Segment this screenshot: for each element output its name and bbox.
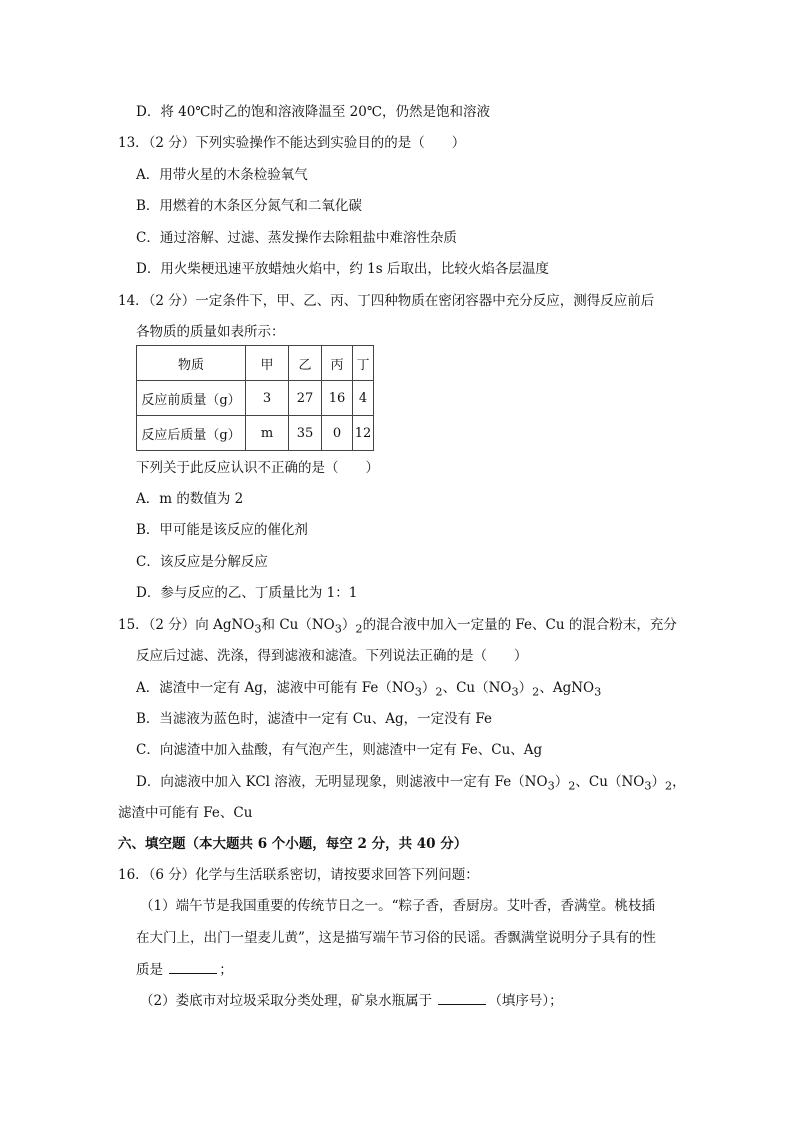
subscript: 3 [547,779,555,793]
q15-stem [118,616,677,639]
table-cell: 16 [322,381,353,416]
q14-option-a: A．m 的数值为 2 [136,491,244,507]
q16-part2 [140,991,563,1010]
q15-option-d-part: ， [672,774,686,790]
q14-question: 下列关于此反应认识不正确的是（ ） [136,460,379,476]
subscript: 3 [414,685,422,699]
q14-stem: 14．（2 分）一定条件下，甲、乙、丙、丁四种物质在密闭容器中充分反应，测得反应前后 [118,293,655,309]
answer-blank[interactable] [169,960,217,974]
subscript: 3 [254,622,262,636]
q16-part1-text: 质是 [136,962,168,978]
q16-part1-text: ； [219,962,233,978]
q16-part1-line3 [136,960,233,979]
subscript: 3 [334,622,342,636]
subscript: 3 [644,779,652,793]
q16-part2-text: （填序号）； [488,993,563,1009]
table-cell: 12 [353,416,374,451]
table-header-cell: 甲 [246,346,289,381]
q15-stem-part: 和 Cu（NO [261,617,335,633]
table-header-row [137,346,374,381]
q15-option-d-cont: 滤渣中可能有 Fe、Cu [118,805,253,821]
table-header-cell: 物质 [137,346,246,381]
q15-stem-part: 的混合液中加入一定量的 Fe、Cu 的混合粉末，充分 [362,617,677,633]
table-cell: 27 [289,381,322,416]
q16-stem: 16．（6 分）化学与生活联系密切，请按要求回答下列问题： [118,867,479,883]
table-cell: 35 [289,416,322,451]
q15-stem-part: ） [341,617,356,633]
q15-stem-part: 15．（2 分）向 AgNO [118,617,255,633]
q12-option-d: D．将 40℃时乙的饱和溶液降温至 20℃，仍然是饱和溶液 [136,104,490,120]
q15-stem-cont: 反应后过滤、洗涤，得到滤液和滤渣。下列说法正确的是（ ） [136,648,528,664]
q14-option-c: C．该反应是分解反应 [136,554,268,570]
q15-option-a-part: ） [421,680,436,696]
table-cell: 反应前质量（g） [137,381,246,416]
q15-option-d-part: ） [554,774,569,790]
q15-option-a [136,679,601,702]
q16-part1-line2: 在大门上，出门一望麦儿黄”，这是描写端午节习俗的民谣。香飘满堂说明分子具有的性 [136,930,656,946]
q15-option-a-part: A．滤渣中一定有 Ag，滤液中可能有 Fe（NO [136,680,415,696]
table-cell: 反应后质量（g） [137,416,246,451]
table-header-cell: 乙 [289,346,322,381]
table-cell: 4 [353,381,374,416]
q15-option-b: B．当滤液为蓝色时，滤渣中一定有 Cu、Ag，一定没有 Fe [136,711,493,727]
q13-option-a: A．用带火星的木条检验氧气 [136,167,308,183]
subscript: 2 [568,779,576,793]
table-cell: 0 [322,416,353,451]
subscript: 2 [435,685,443,699]
mass-table [136,345,374,451]
subscript: 3 [594,685,602,699]
q13-option-d: D．用火柴梗迅速平放蜡烛火焰中，约 1s 后取出，比较火焰各层温度 [136,261,549,277]
q15-option-c: C．向滤渣中加入盐酸，有气泡产生，则滤渣中一定有 Fe、Cu、Ag [136,742,543,758]
q15-option-d [136,773,686,796]
q14-option-b: B．甲可能是该反应的催化剂 [136,522,308,538]
table-cell: m [246,416,289,451]
q15-option-d-part: D．向滤液中加入 KCl 溶液，无明显现象，则滤液中一定有 Fe（NO [136,774,548,790]
q14-option-d: D．参与反应的乙、丁质量比为 1：1 [136,585,358,601]
q15-option-a-part: 、AgNO [539,680,595,696]
q15-option-a-part: 、Cu（NO [442,680,512,696]
table-header-cell: 丁 [353,346,374,381]
subscript: 2 [665,779,673,793]
q14-stem-cont: 各物质的质量如表所示： [136,324,285,340]
section-title: 六、填空题（本大题共 6 个小题，每空 2 分，共 40 分） [118,836,468,852]
table-row [137,381,374,416]
table-cell: 3 [246,381,289,416]
table-row [137,416,374,451]
q15-option-a-part: ） [518,680,533,696]
q13-option-c: C．通过溶解、过滤、蒸发操作去除粗盐中难溶性杂质 [136,230,457,246]
q15-option-d-part: ） [651,774,665,790]
table-header-cell: 丙 [322,346,353,381]
subscript: 2 [355,622,363,636]
subscript: 3 [511,685,519,699]
q16-part2-text: （2）娄底市对垃圾采取分类处理，矿泉水瓶属于 [140,993,437,1009]
subscript: 2 [532,685,540,699]
q16-part1-line1: （1）端午节是我国重要的传统节日之一。“粽子香，香厨房。艾叶香，香满堂。桃枝插 [140,898,655,914]
answer-blank[interactable] [438,991,486,1005]
q13-option-b: B．用燃着的木条区分氮气和二氧化碳 [136,198,362,214]
q13-stem: 13．（2 分）下列实验操作不能达到实验目的的是（ ） [118,135,466,151]
q15-option-d-part: 、Cu（NO [575,774,645,790]
